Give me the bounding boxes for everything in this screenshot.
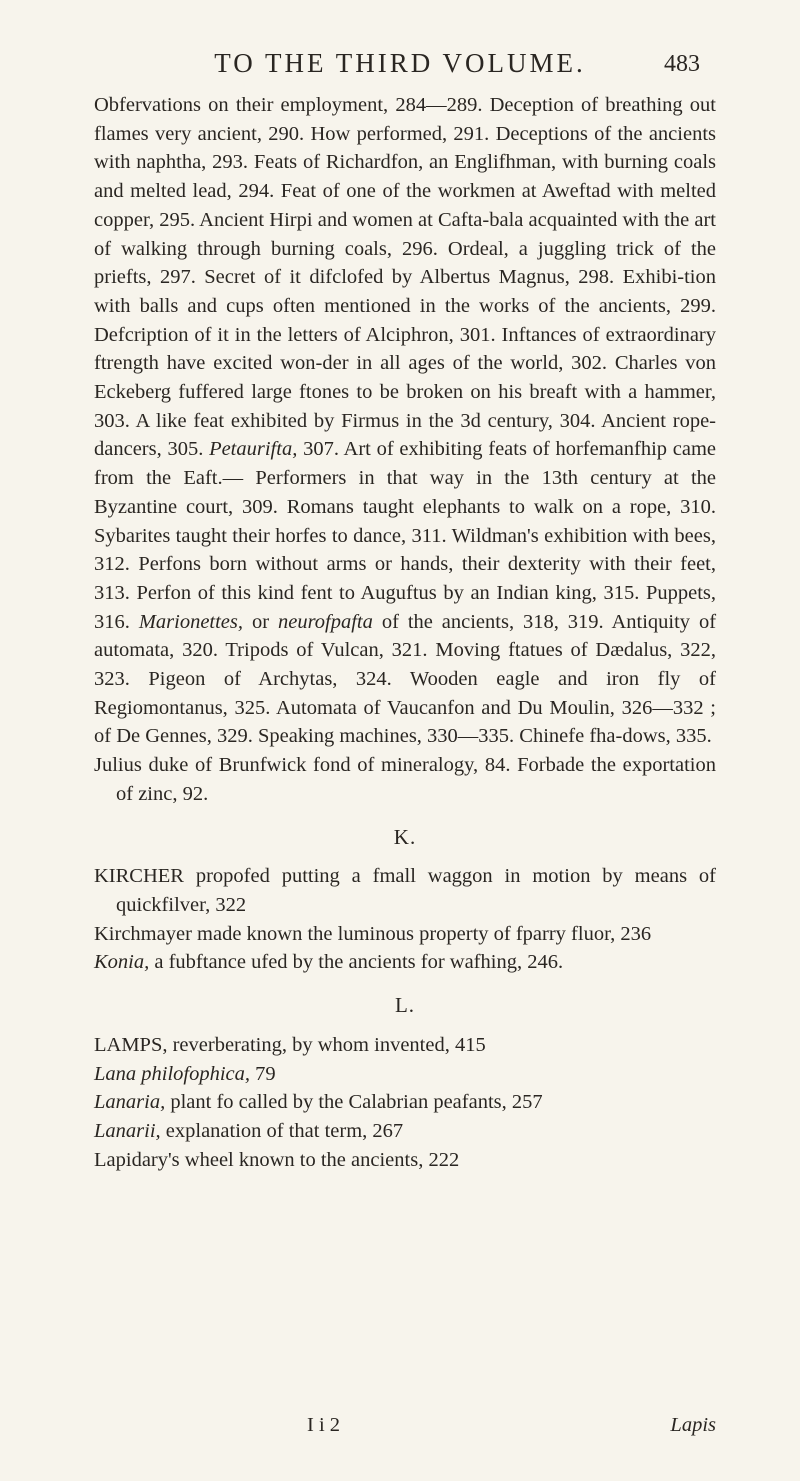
italic-term-marionettes: Marionettes, [138, 610, 244, 633]
signature-mark: I i 2 [307, 1414, 341, 1436]
index-entry-lana [94, 1060, 716, 1089]
section-letter-k: K. [393, 824, 417, 849]
entry-text: plant fo called by the Calabrian peafants, 257 [165, 1091, 543, 1114]
footer-line [94, 1411, 716, 1441]
index-entry-lamps [94, 1031, 716, 1060]
index-entry-kircher [94, 862, 716, 919]
entry-italic-lanarii: Lanarii, [94, 1119, 161, 1142]
index-entry-lanarii [94, 1117, 716, 1146]
index-entry-lapidary: Lapidary's wheel known to the ancients, 222 [94, 1148, 460, 1171]
section-letter-l: L. [394, 993, 416, 1018]
entry-text: propofed putting a fmall waggon in motion by means of quickfilver, 322 [116, 865, 716, 916]
entry-italic-konia: Konia, [94, 951, 150, 974]
page-number: 483 [664, 51, 700, 77]
entry-italic-lana: Lana philofophica, [94, 1062, 251, 1085]
entry-italic-lanaria: Lanaria, [94, 1091, 166, 1114]
continuation-text-mid: 307. Art of exhibiting feats of horfemanfhip came from the Eaft.— Performers in that way in the 13th century at the Byzantine court, 309. Romans taught elephants to walk on a rope, 310. Sybarites taught their horfes to dance, 311. Wildman's exhibition with bees, 312. Perfons born without arms or hands, their dexterity with their feet, 313. Perfon of this kind fent to Auguftus by an Indian king, 315. Puppets, 316. [94, 438, 717, 633]
conjunction-or: or [251, 610, 270, 633]
italic-term-petaurista: Petaurifta, [209, 438, 298, 461]
entry-text: explanation of that term, 267 [160, 1119, 404, 1142]
continuation-text-end: of the ancients, 318, 319. Antiquity of automata, 320. Tripods of Vulcan, 321. Moving ftatues of Dædalus, 322, 323. Pigeon of Archytas, 324. Wooden eagle and iron fly of Regiomontanus, 325. Automata of Vaucanfon and Du Moulin, 326—332 ; of De Gennes, 329. Speaking machines, 330—335. Chinefe fha-dows, 335. [94, 610, 717, 748]
continuation-paragraph [94, 91, 716, 751]
catchword: Lapis [670, 1414, 716, 1436]
index-entry-lanaria [94, 1088, 716, 1117]
entry-text: 79 [250, 1062, 276, 1085]
continuation-text: Obfervations on their employment, 284—289. Deception of breathing out flames very ancient, 290. How performed, 291. Deceptions of the ancients with naphtha, 293. Feats of Richardfon, an Englifhman, with burning coals and melted lead, 294. Feat of one of the workmen at Aweftad with melted copper, 295. Ancient Hirpi and women at Cafta-bala acquainted with the art of walking through burning coals, 296. Ordeal, a juggling trick of the priefts, 297. Secret of it difclofed by Albertus Magnus, 298. Exhibi-tion with balls and cups often mentioned in the works of the ancients, 299. Defcription of it in the letters of Alciphron, 301. Inftances of extraordinary ftrength have excited won-der in all ages of the world, 302. Charles von Eckeberg fuffered large ftones to be broken on his breaft with a hammer, 303. A like feat exhibited by Firmus in the 3d century, 304. Ancient rope-dancers, 305. [94, 94, 716, 461]
running-head: TO THE THIRD VOLUME. [214, 48, 586, 78]
entry-lead-lamps: LAMPS, [94, 1033, 168, 1056]
entry-lead-kircher: KIRCHER [94, 865, 184, 888]
entry-text: a fubftance ufed by the ancients for wafhing, 246. [149, 951, 564, 974]
index-entry-kirchmayer: Kirchmayer made known the luminous property of fparry fluor, 236 [94, 922, 652, 945]
index-body [94, 91, 716, 1174]
entry-text: reverberating, by whom invented, 415 [167, 1033, 486, 1056]
italic-term-neurospasta: neurofpafta [277, 610, 373, 633]
index-entry-julius: Julius duke of Brunfwick fond of mineralogy, 84. Forbade the exportation of zinc, 92. [94, 754, 716, 805]
index-entry-konia [94, 948, 716, 977]
